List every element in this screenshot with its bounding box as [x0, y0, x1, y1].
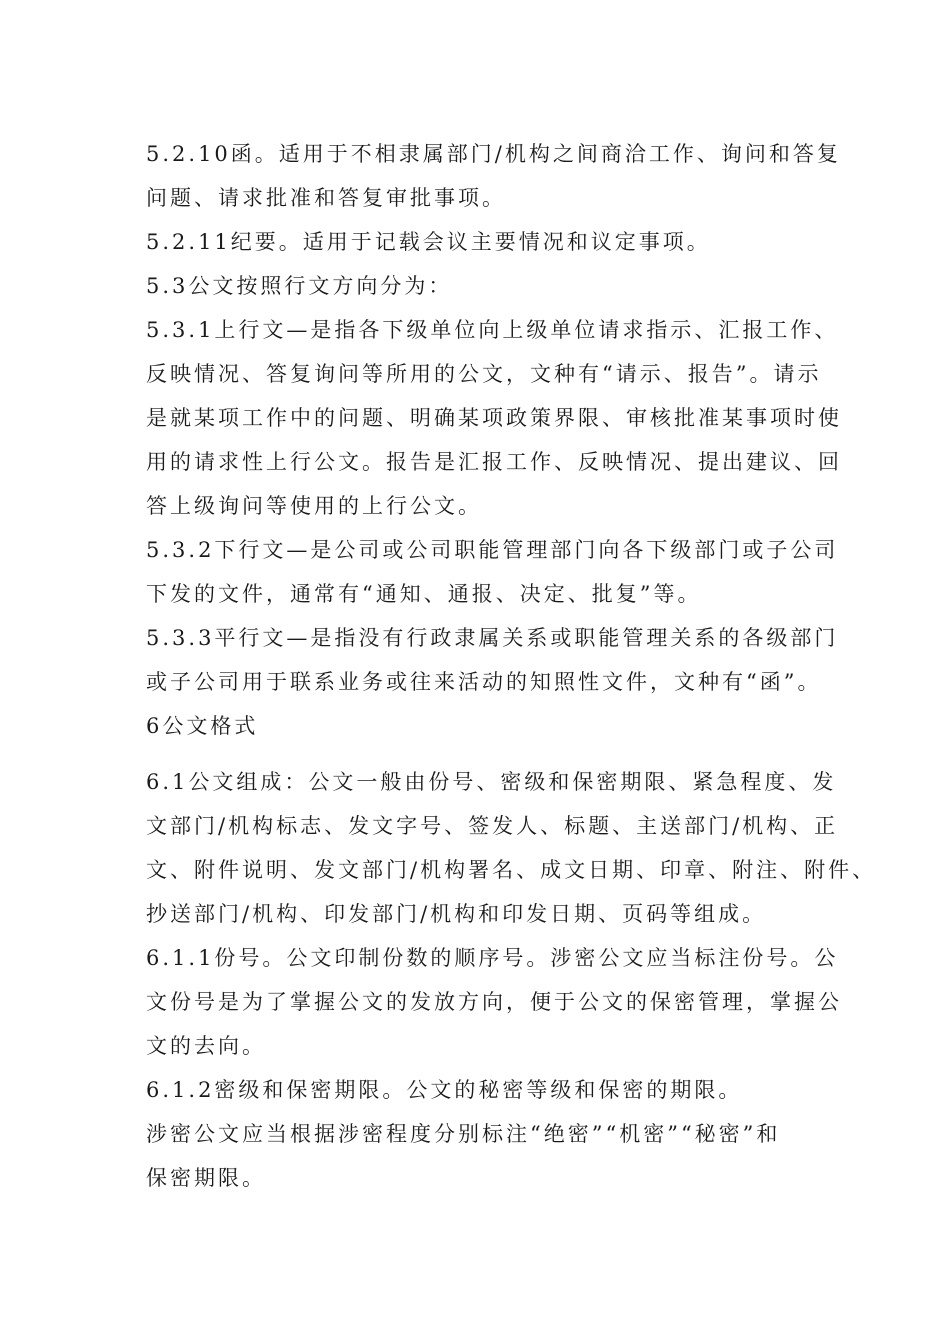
text-line: 5.2.11纪要。适用于记载会议主要情况和议定事项。: [146, 230, 711, 254]
text-line: 或子公司用于联系业务或往来活动的知照性文件，文种有“函”。: [146, 670, 822, 694]
text-line: 抄送部门/机构、印发部门/机构和印发日期、页码等组成。: [146, 902, 767, 926]
text-line: 答上级询问等使用的上行公文。: [146, 494, 482, 518]
text-line: 涉密公文应当根据涉密程度分别标注“绝密”“机密”“秘密”和: [146, 1122, 781, 1146]
text-line: 6.1公文组成：公文一般由份号、密级和保密期限、紧急程度、发: [146, 770, 837, 794]
document-body: [146, 132, 877, 1200]
section-heading: 6公文格式: [146, 714, 259, 738]
text-line: 5.3.1上行文—是指各下级单位向上级单位请求指示、汇报工作、: [146, 318, 839, 342]
spacer: [146, 748, 836, 760]
text-line: 文的去向。: [146, 1034, 266, 1058]
text-line: 是就某项工作中的问题、明确某项政策界限、审核批准某事项时使: [146, 406, 842, 430]
text-line: 文、附件说明、发文部门/机构署名、成文日期、印章、附注、附件、: [146, 858, 877, 882]
text-line: 用的请求性上行公文。报告是汇报工作、反映情况、提出建议、回: [146, 450, 842, 474]
text-line: 5.2.10函。适用于不相隶属部门/机构之间商洽工作、询问和答复: [146, 142, 841, 166]
text-line: 文部门/机构标志、发文字号、签发人、标题、主送部门/机构、正: [146, 814, 839, 838]
text-line: 问题、请求批准和答复审批事项。: [146, 186, 506, 210]
text-line: 下发的文件，通常有“通知、通报、决定、批复”等。: [146, 582, 702, 606]
text-line: 保密期限。: [146, 1166, 266, 1190]
text-line: 6.1.1份号。公文印制份数的顺序号。涉密公文应当标注份号。公: [146, 946, 839, 970]
text-line: 文份号是为了掌握公文的发放方向，便于公文的保密管理，掌握公: [146, 990, 842, 1014]
text-line: 5.3公文按照行文方向分为：: [146, 274, 453, 298]
text-line: 5.3.3平行文—是指没有行政隶属关系或职能管理关系的各级部门: [146, 626, 839, 650]
text-line: 反映情况、答复询问等所用的公文，文种有“请示、报告”。请示: [146, 362, 822, 386]
text-line: 5.3.2下行文—是公司或公司职能管理部门向各下级部门或子公司: [146, 538, 839, 562]
text-line: 6.1.2密级和保密期限。公文的秘密等级和保密的期限。: [146, 1078, 743, 1102]
